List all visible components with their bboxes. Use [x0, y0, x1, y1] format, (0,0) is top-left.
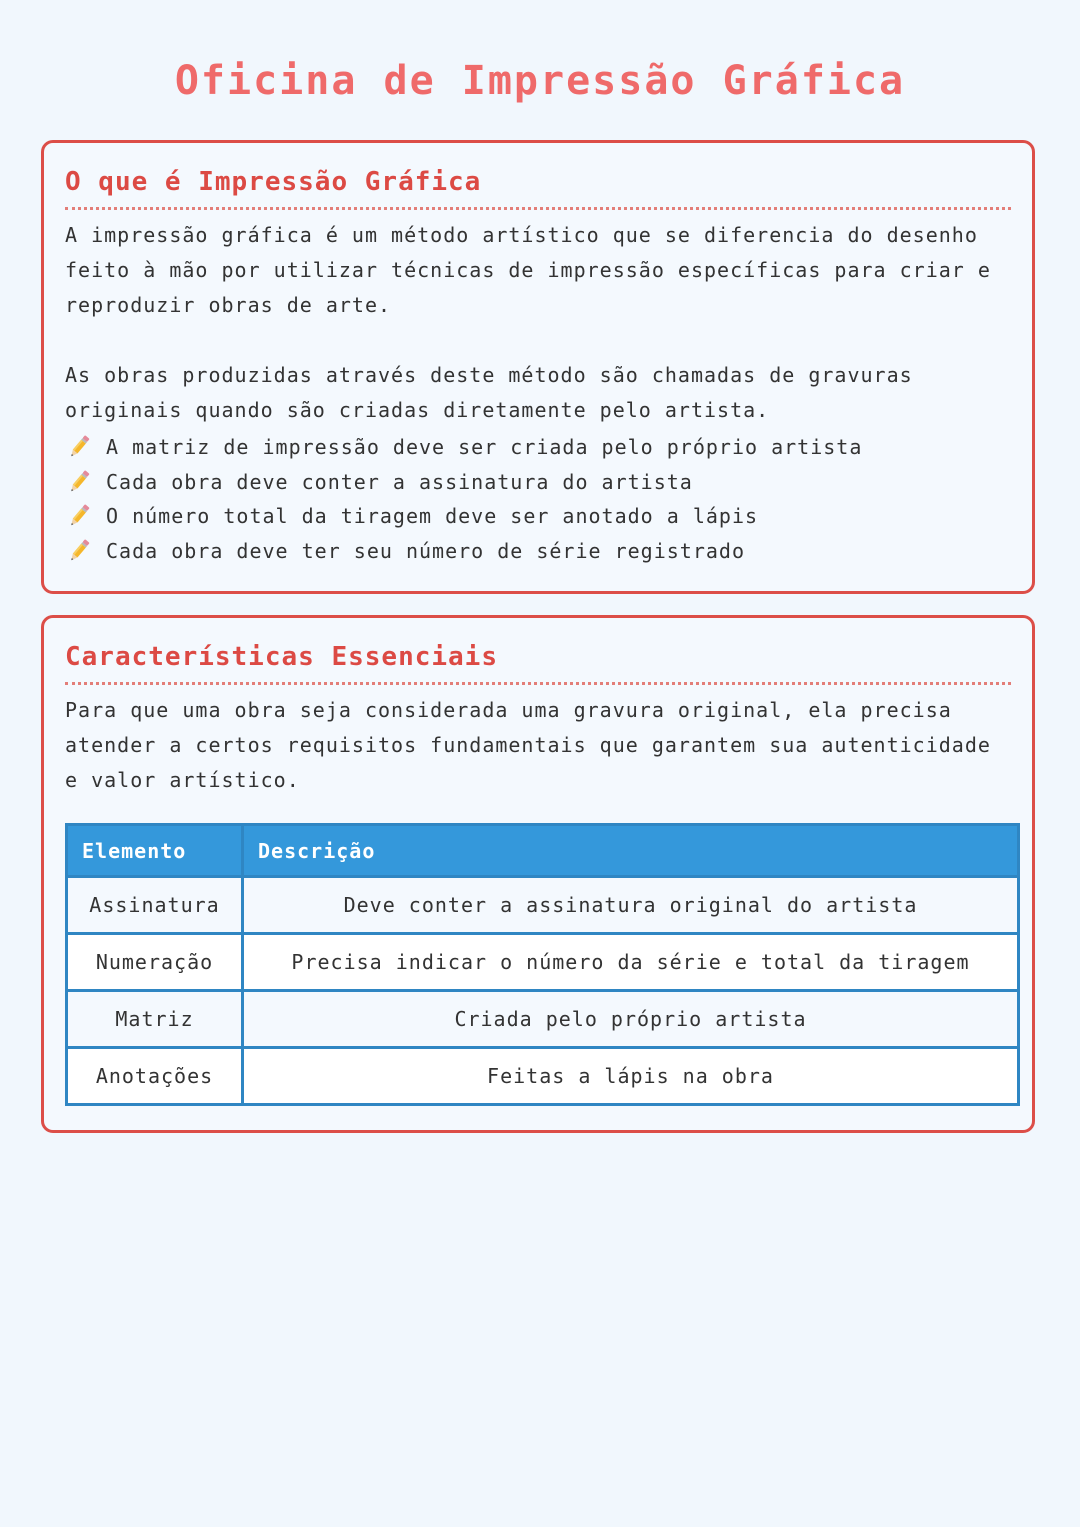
list-item	[65, 430, 862, 465]
section-heading: O que é Impressão Gráfica	[65, 165, 1011, 210]
table-cell: Precisa indicar o número da série e total da tiragem	[243, 934, 1019, 991]
requirements-paragraph: Para que uma obra seja considerada uma gravura original, ela precisa atender a certos requisitos fundamentais que garantem sua autenticidade e valor artístico.	[65, 698, 991, 792]
table-cell: Assinatura	[67, 877, 243, 934]
column-header-element: Elemento	[67, 825, 243, 877]
pencil-icon	[65, 537, 93, 565]
elements-table	[65, 823, 1020, 1106]
list-item-text: A matriz de impressão deve ser criada pelo próprio artista	[106, 435, 863, 460]
section-heading: Características Essenciais	[65, 640, 1011, 685]
list-item	[65, 499, 862, 534]
requirements-list	[65, 430, 862, 568]
table-row	[67, 1048, 1019, 1105]
table-cell: Anotações	[67, 1048, 243, 1105]
list-item	[65, 465, 862, 500]
table-cell: Numeração	[67, 934, 243, 991]
table-header-row	[67, 825, 1019, 877]
page-title: Oficina de Impressão Gráfica	[174, 58, 906, 104]
elements-table-wrapper	[65, 823, 1017, 1106]
original-prints-paragraph: As obras produzidas através deste método são chamadas de gravuras originais quando são criadas diretamente pelo artista.	[65, 363, 913, 422]
table-row	[67, 934, 1019, 991]
list-item	[65, 534, 862, 569]
list-item-text: Cada obra deve ter seu número de série registrado	[106, 538, 746, 563]
section-essential-characteristics	[41, 615, 1035, 1133]
table-row	[67, 991, 1019, 1048]
intro-paragraph: A impressão gráfica é um método artístico que se diferencia do desenho feito à mão por utilizar técnicas de impressão específicas para criar e reproduzir obras de arte.	[65, 223, 991, 317]
pencil-icon	[65, 433, 93, 461]
section-what-is-printmaking	[41, 140, 1035, 594]
list-item-text: O número total da tiragem deve ser anotado a lápis	[106, 504, 759, 529]
table-cell: Feitas a lápis na obra	[243, 1048, 1019, 1105]
table-cell: Criada pelo próprio artista	[243, 991, 1019, 1048]
table-row	[67, 877, 1019, 934]
column-header-description: Descrição	[243, 825, 1019, 877]
list-item-text: Cada obra deve conter a assinatura do artista	[106, 469, 693, 494]
pencil-icon	[65, 468, 93, 496]
table-cell: Matriz	[67, 991, 243, 1048]
pencil-icon	[65, 502, 93, 530]
table-cell: Deve conter a assinatura original do artista	[243, 877, 1019, 934]
